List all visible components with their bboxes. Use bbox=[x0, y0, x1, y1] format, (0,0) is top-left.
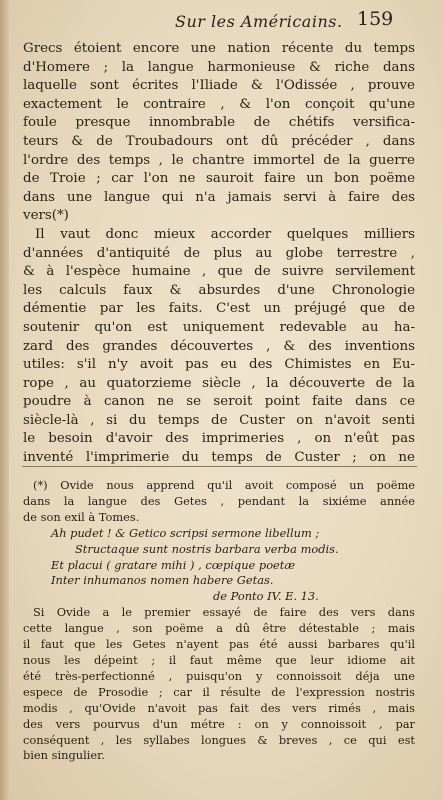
text-line: laquelle sont écrites l'Iliade & l'Odissée , prouve bbox=[23, 78, 415, 94]
footnote-line: dans la langue des Getes , pendant la sixiéme année bbox=[23, 493, 415, 508]
footnote-line: conséquent , les syllabes longues & breves , ce qui est bbox=[23, 732, 415, 747]
text-line: Grecs étoient encore une nation récente du temps bbox=[23, 41, 415, 56]
text-line: le besoin d'avoir des imprimeries , on n'eût pas bbox=[23, 431, 415, 447]
footnote-line: nous les dépeint ; il faut même que leur idiome ait bbox=[23, 652, 415, 667]
text-line: vers(*) bbox=[23, 208, 69, 224]
text-line: les calculs faux & absurdes d'une Chronologie bbox=[23, 282, 415, 298]
footnote-line: espece de Prosodie ; car il résulte de l'expression nostris bbox=[23, 684, 415, 699]
text-line: exactement le contraire , & l'on conçoit qu'une bbox=[23, 96, 415, 112]
text-line: d'Homere ; la langue harmonieuse & riche dans bbox=[23, 59, 415, 75]
text-line: l'ordre des temps , le chantre immortel de la guerre bbox=[23, 152, 415, 168]
footnote-line: de son exil à Tomes. bbox=[23, 509, 140, 524]
footnote-separator bbox=[22, 466, 417, 467]
text-line: zard des grandes découvertes , & des inventions bbox=[23, 338, 415, 354]
text-line: d'années d'antiquité de plus au globe terrestre , bbox=[23, 245, 415, 261]
footnote-line: il faut que les Getes n'ayent pas été aussi barbares qu'il bbox=[23, 637, 415, 652]
footnote-line: modis , qu'Ovide n'avoit pas fait des vers rimés , mais bbox=[23, 700, 415, 715]
footnote-line: cette langue , son poëme a dû être détestable ; mais bbox=[23, 621, 415, 636]
text-line: soutenir qu'on est uniquement redevable au ha- bbox=[23, 319, 415, 335]
footnote-line: bien singulier. bbox=[23, 748, 105, 763]
text-line: teurs & de Troubadours ont dû précéder , dans bbox=[23, 133, 415, 149]
page-gutter-shadow bbox=[0, 0, 9, 800]
text-line: inventé l'imprimerie du temps de Custer ; on ne bbox=[23, 450, 415, 466]
text-line: de Troie ; car l'on ne sauroit faire un bon poëme bbox=[23, 171, 415, 187]
verse-line: Structaque sunt nostris barbara verba modis. bbox=[75, 541, 339, 556]
text-line: dans une langue qui n'a jamais servi à faire des bbox=[23, 189, 415, 205]
verse-line: Et placui ( gratare mihi ) , cœpique poetæ bbox=[51, 557, 296, 572]
text-line: démentie par les faits. C'est un préjugé que de bbox=[23, 301, 415, 317]
verse-citation: de Ponto IV. E. 13. bbox=[213, 589, 319, 604]
footnote-line: (*) Ovide nous apprend qu'il avoit composé un poëme bbox=[33, 478, 415, 492]
text-line: foule presque innombrable de chétifs versifica- bbox=[23, 115, 415, 131]
text-line: siècle-là , si du temps de Custer on n'avoit senti bbox=[23, 412, 415, 428]
text-line: poudre à canon ne se seroit point faite dans ce bbox=[23, 394, 415, 410]
footnote-line: des vers pourvus d'un métre : on y connoissoit , par bbox=[23, 716, 415, 731]
verse-line: Ah pudet ! & Getico scripsi sermone libellum ; bbox=[51, 525, 320, 540]
page-number: 159 bbox=[357, 8, 394, 30]
text-line: Il vaut donc mieux accorder quelques milliers bbox=[35, 226, 415, 242]
text-line: rope , au quatorzieme siècle , la découverte de la bbox=[23, 375, 415, 391]
main-text-block bbox=[23, 40, 415, 468]
text-line: utiles: s'il n'y avoit pas eu des Chimistes en Eu- bbox=[23, 357, 415, 373]
running-title: Sur les Américains. bbox=[175, 12, 343, 31]
footnote-line: Si Ovide a le premier essayé de faire des vers dans bbox=[33, 605, 415, 620]
text-line: & à l'espèce humaine , que de suivre servilement bbox=[23, 264, 415, 280]
footnote-line: été très-perfectionné , puisqu'on y connoissoit déja une bbox=[23, 668, 415, 683]
page-header bbox=[0, 8, 443, 38]
verse-line: Inter inhumanos nomen habere Getas. bbox=[51, 573, 274, 588]
footnote-block bbox=[23, 478, 415, 764]
